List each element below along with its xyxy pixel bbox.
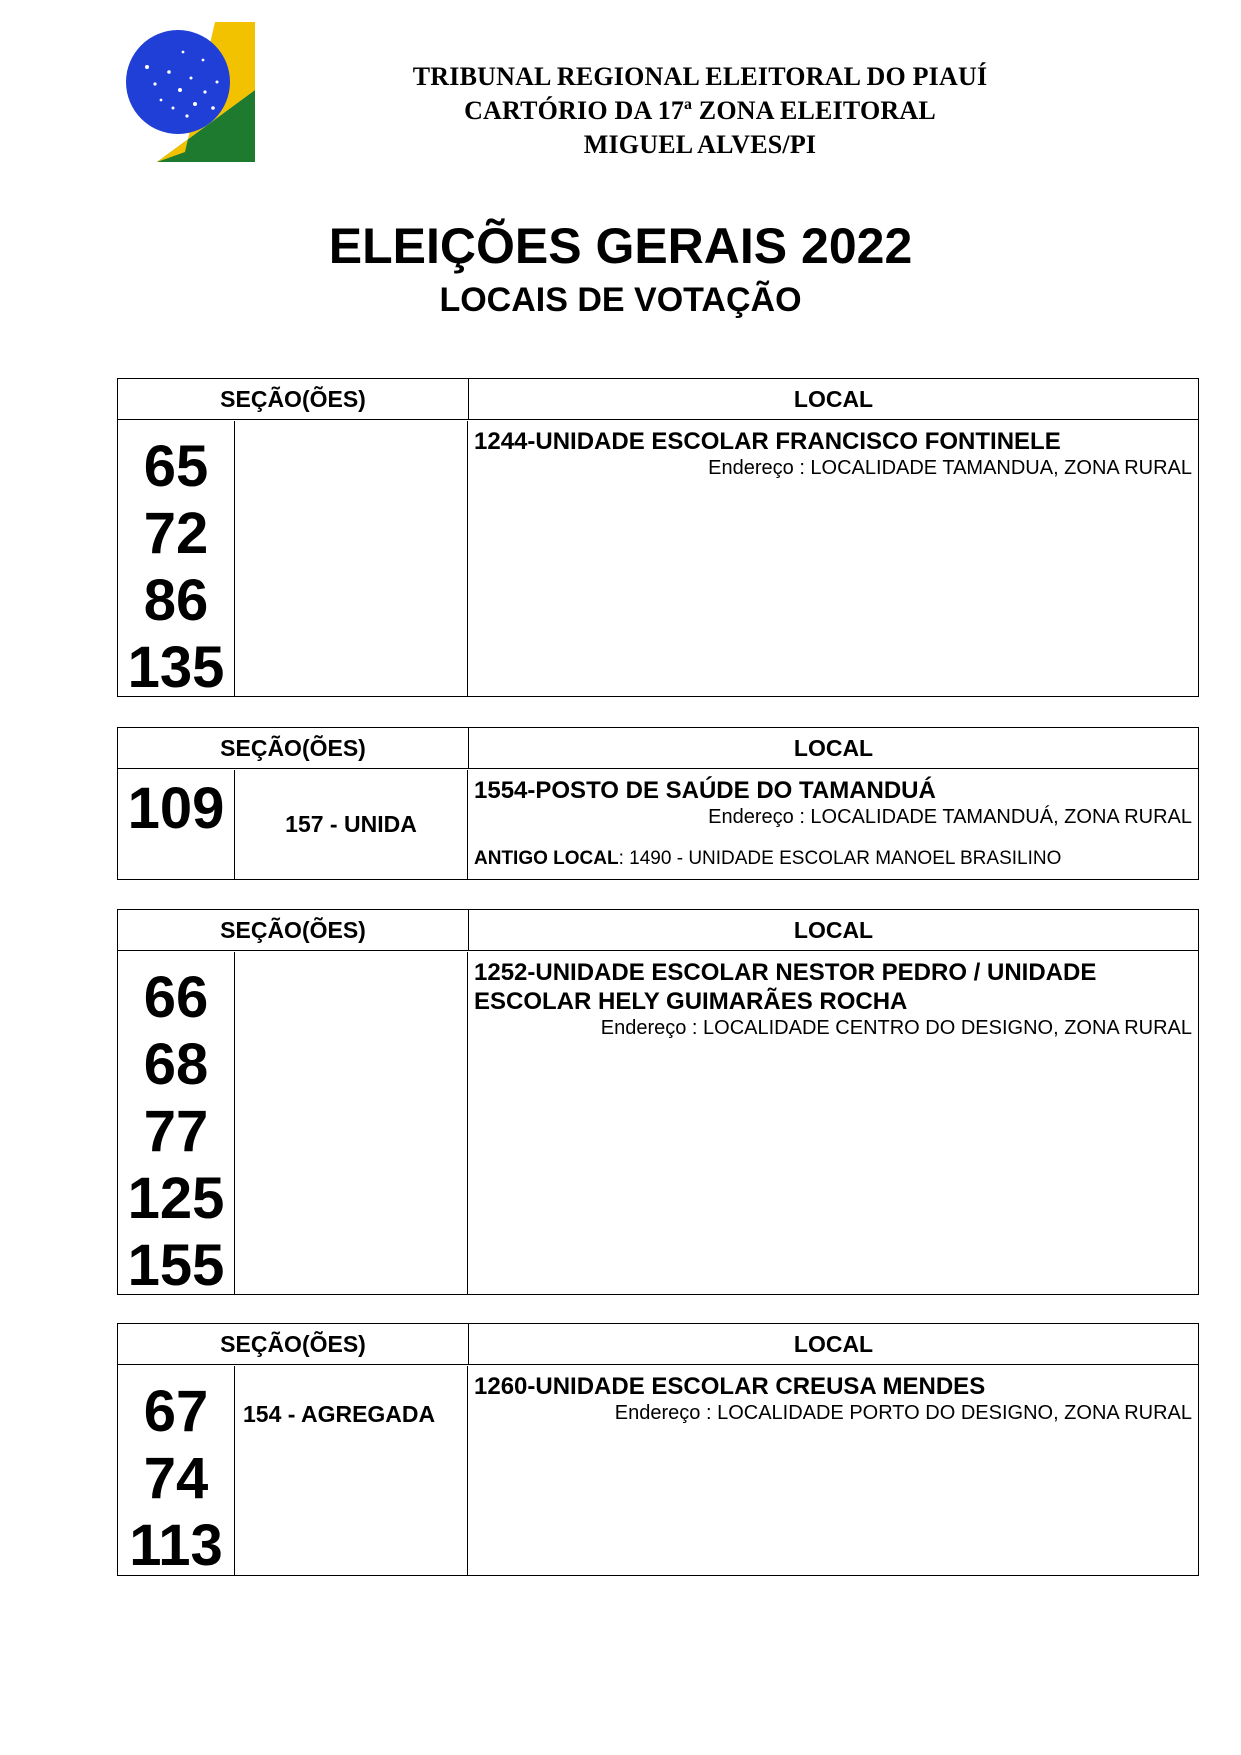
block-body bbox=[118, 770, 1198, 880]
tre-logo bbox=[125, 12, 255, 162]
section-number: 135 bbox=[127, 634, 225, 700]
section-numbers bbox=[118, 770, 235, 880]
section-extra bbox=[235, 952, 468, 1295]
section-number: 86 bbox=[143, 567, 209, 633]
page-subtitle: LOCAIS DE VOTAÇÃO bbox=[439, 281, 802, 319]
local-address: Endereço : LOCALIDADE TAMANDUA, ZONA RURAL bbox=[708, 456, 1192, 479]
section-number: 113 bbox=[129, 1512, 223, 1578]
local-header: LOCAL bbox=[793, 917, 874, 943]
old-location bbox=[474, 847, 1192, 871]
sections-header: SEÇÃO(ÕES) bbox=[118, 910, 469, 950]
local-info bbox=[468, 421, 1198, 697]
local-header: LOCAL bbox=[793, 1331, 874, 1357]
local-address: Endereço : LOCALIDADE CENTRO DO DESIGNO, ZONA RURAL bbox=[600, 1016, 1192, 1039]
section-number: 72 bbox=[143, 500, 209, 566]
old-location-value: : 1490 - UNIDADE ESCOLAR MANOEL BRASILINO bbox=[618, 847, 1062, 869]
section-number: 155 bbox=[127, 1232, 225, 1298]
block-body bbox=[118, 421, 1198, 700]
section-extra bbox=[235, 770, 468, 880]
sections-header: SEÇÃO(ÕES) bbox=[118, 379, 469, 419]
section-extra bbox=[235, 1366, 468, 1576]
old-location-label: ANTIGO LOCAL bbox=[474, 847, 619, 869]
section-number: 109 bbox=[127, 775, 225, 841]
section-numbers bbox=[118, 952, 235, 1298]
local-info bbox=[468, 770, 1198, 880]
voting-location-block bbox=[117, 727, 1199, 880]
local-address: Endereço : LOCALIDADE TAMANDUÁ, ZONA RURAL bbox=[708, 805, 1192, 828]
local-address: Endereço : LOCALIDADE PORTO DO DESIGNO, ZONA RURAL bbox=[614, 1401, 1192, 1424]
sections-header: SEÇÃO(ÕES) bbox=[118, 1324, 469, 1364]
section-extra-text: 157 - UNIDA bbox=[285, 810, 417, 837]
voting-location-block bbox=[117, 1323, 1199, 1576]
local-name: 1260-UNIDADE ESCOLAR CREUSA MENDES bbox=[474, 1372, 986, 1400]
local-name: 1554-POSTO DE SAÚDE DO TAMANDUÁ bbox=[474, 776, 936, 804]
local-header: LOCAL bbox=[793, 386, 874, 412]
block-body bbox=[118, 1366, 1198, 1576]
org-line-3: MIGUEL ALVES/PI bbox=[583, 130, 817, 159]
voting-location-block bbox=[117, 378, 1199, 700]
section-number: 67 bbox=[143, 1378, 209, 1444]
section-number: 66 bbox=[143, 964, 209, 1030]
local-info bbox=[468, 952, 1198, 1295]
local-name: 1252-UNIDADE ESCOLAR NESTOR PEDRO / UNIDADE ESCOLAR HELY GUIMARÃES ROCHA bbox=[474, 958, 1097, 1015]
section-number: 125 bbox=[127, 1165, 225, 1231]
section-numbers bbox=[118, 1366, 235, 1576]
section-numbers bbox=[118, 421, 235, 700]
section-number: 68 bbox=[143, 1031, 209, 1097]
org-line-2: CARTÓRIO DA 17ª ZONA ELEITORAL bbox=[464, 96, 936, 125]
section-extra bbox=[235, 421, 468, 697]
section-number: 74 bbox=[143, 1445, 209, 1511]
org-line-1: TRIBUNAL REGIONAL ELEITORAL DO PIAUÍ bbox=[412, 62, 988, 91]
block-header bbox=[118, 1324, 1198, 1365]
sections-header: SEÇÃO(ÕES) bbox=[118, 728, 469, 768]
block-body bbox=[118, 952, 1198, 1298]
section-number: 65 bbox=[143, 433, 209, 499]
voting-location-block bbox=[117, 909, 1199, 1298]
logo-blue-globe bbox=[126, 30, 230, 134]
block-header bbox=[118, 379, 1198, 420]
local-name: 1244-UNIDADE ESCOLAR FRANCISCO FONTINELE bbox=[474, 427, 1061, 455]
block-header bbox=[118, 728, 1198, 769]
local-header: LOCAL bbox=[793, 735, 874, 761]
local-info bbox=[468, 1366, 1198, 1576]
section-extra-text: 154 - AGREGADA bbox=[243, 1400, 436, 1427]
block-header bbox=[118, 910, 1198, 951]
page-title: ELEIÇÕES GERAIS 2022 bbox=[328, 218, 913, 274]
section-number: 77 bbox=[143, 1098, 209, 1164]
organization-header bbox=[320, 60, 1080, 162]
